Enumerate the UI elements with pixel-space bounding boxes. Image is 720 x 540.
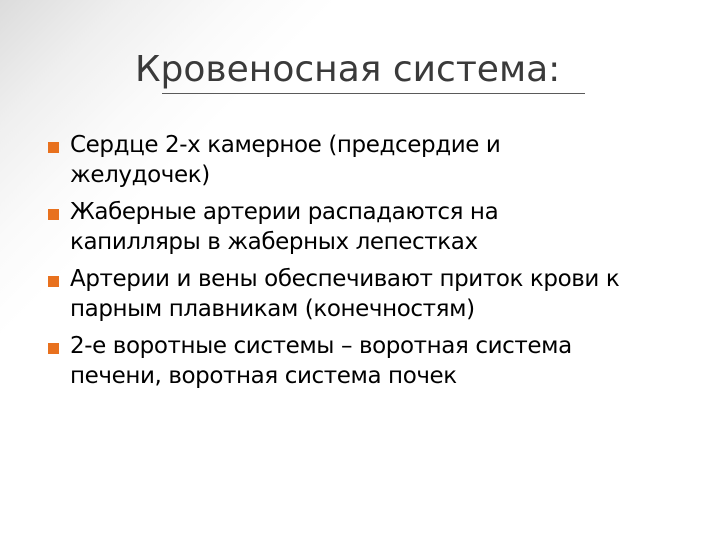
bullet-text: Жаберные артерии распадаются на капилляры в жаберных лепестках [70, 199, 499, 255]
bullet-text: Артерии и вены обеспечивают приток крови к парным плавникам (конечностям) [70, 266, 620, 322]
square-bullet-icon [48, 343, 59, 354]
bullet-list [48, 130, 698, 398]
bullet-item [48, 130, 698, 190]
bullet-item [48, 331, 698, 391]
bullet-item [48, 264, 698, 324]
bullet-text: Сердце 2-х камерное (предсердие и желудочек) [70, 132, 501, 188]
square-bullet-icon [48, 276, 59, 287]
bullet-item [48, 197, 698, 257]
title-underline [162, 93, 585, 94]
bullet-text: 2-е воротные системы – воротная система печени, воротная система почек [70, 333, 572, 389]
slide-title: Кровеносная система: [135, 49, 561, 90]
square-bullet-icon [48, 209, 59, 220]
square-bullet-icon [48, 142, 59, 153]
